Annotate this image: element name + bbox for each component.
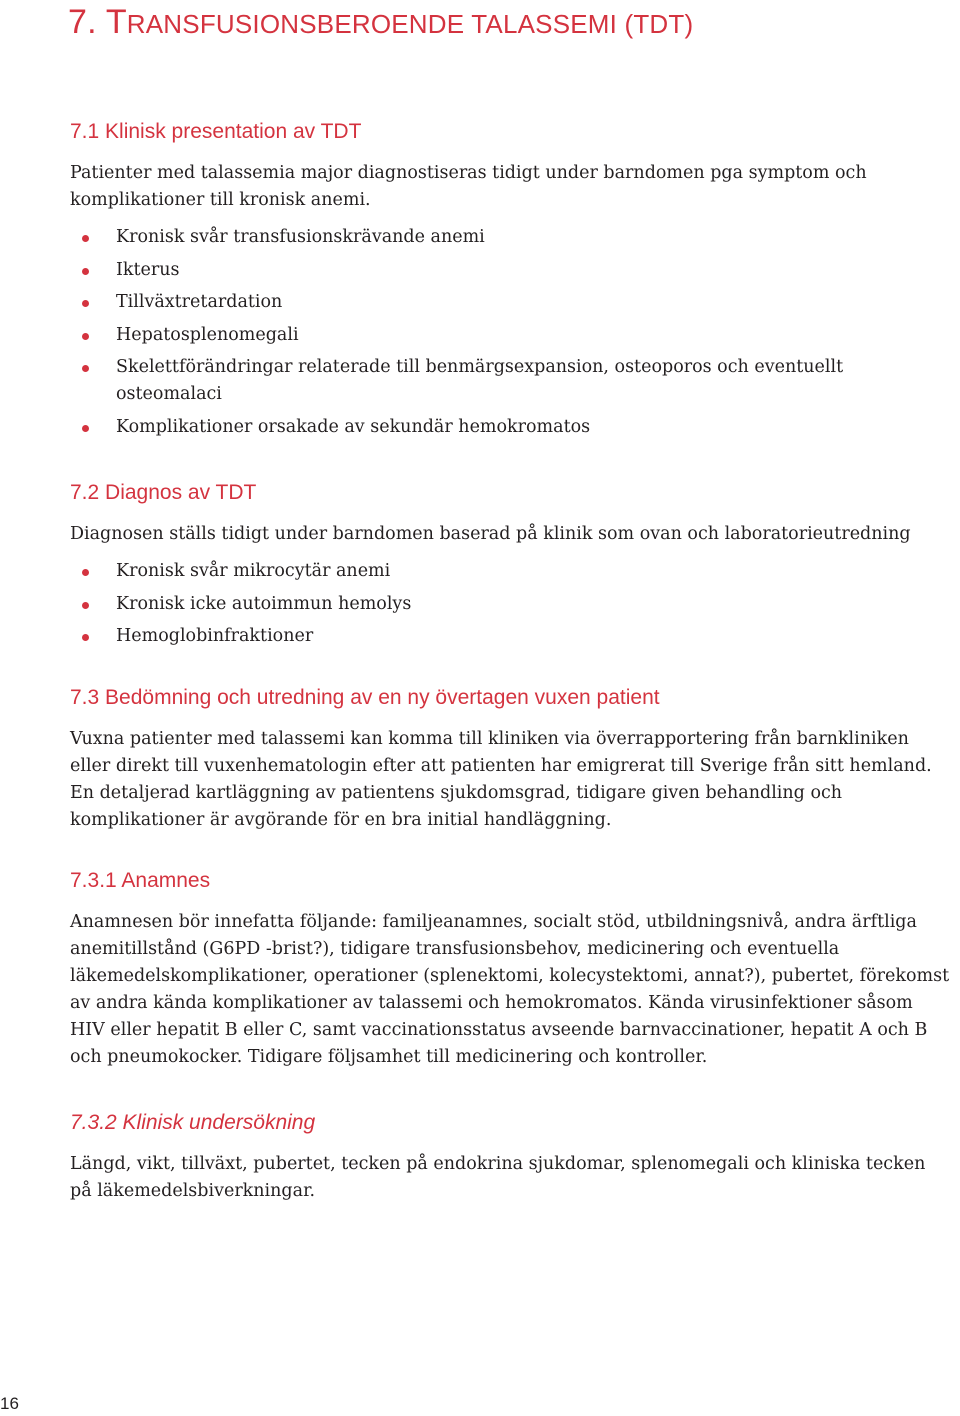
list-item (70, 224, 950, 251)
list-item-text: Hepatosplenomegali (116, 324, 299, 345)
section-7-1-intro: Patienter med talassemia major diagnostiseras tidigt under barndomen pga symptom och komplikationer till kronisk anemi. (70, 163, 867, 210)
symptom-list (70, 224, 950, 441)
section-heading-7-3-2: 7.3.2 Klinisk undersökning (70, 1110, 316, 1134)
section-7-3-2-body: Längd, vikt, tillväxt, pubertet, tecken på endokrina sjukdomar, splenomegali och kliniska tecken på läkemedelsbiverkningar. (70, 1153, 926, 1201)
chapter-title-text: RANSFUSIONSBEROENDE TALASSEMI (TDT) (126, 9, 694, 39)
bullet-dot-icon (82, 235, 89, 242)
list-item (70, 289, 950, 316)
list-item (70, 623, 950, 650)
list-item-text: Kronisk svår transfusionskrävande anemi (116, 227, 485, 247)
list-item (70, 354, 950, 408)
list-item-text: Hemoglobinfraktioner (116, 626, 314, 646)
list-item (70, 414, 950, 441)
section-heading-7-1: 7.1 Klinisk presentation av TDT (70, 120, 362, 143)
list-item-text: Kronisk icke autoimmun hemolys (116, 593, 412, 614)
list-item (70, 322, 950, 349)
list-item (70, 257, 950, 284)
list-item-text: Tillväxtretardation (116, 292, 283, 312)
chapter-number: 7. (68, 3, 97, 41)
bullet-dot-icon (82, 333, 89, 340)
chapter-title-initial: T (105, 3, 127, 41)
section-7-3-body: Vuxna patienter med talassemi kan komma till kliniken via överrapportering från barnkliniken eller direkt till vuxenhematologin efter att patienten har emigrerat till Sverige från sitt hemland. En detaljerad kartläggning av patientens sjukdomsgrad, tidigare given behandling och komplikationer är avgörande för en bra initial handläggning. (70, 728, 932, 830)
section-heading-7-3: 7.3 Bedömning och utredning av en ny övertagen vuxen patient (70, 685, 660, 709)
list-item (70, 558, 950, 585)
list-item (70, 591, 950, 618)
chapter-title (68, 0, 693, 46)
page-number: 16 (0, 1394, 19, 1413)
list-item-text: Ikterus (116, 259, 180, 280)
document-body (70, 118, 950, 1205)
bullet-dot-icon (82, 569, 89, 576)
bullet-dot-icon (82, 602, 89, 609)
bullet-dot-icon (82, 268, 89, 275)
section-heading-7-2: 7.2 Diagnos av TDT (70, 481, 257, 504)
diagnosis-list (70, 558, 950, 650)
list-item-text: Komplikationer orsakade av sekundär hemokromatos (116, 416, 591, 437)
bullet-dot-icon (82, 634, 89, 641)
bullet-dot-icon (82, 300, 89, 307)
bullet-dot-icon (82, 365, 89, 372)
list-item-text: Kronisk svår mikrocytär anemi (116, 561, 391, 581)
list-item-text: Skelettförändringar relaterade till benmärgsexpansion, osteoporos och eventuellt osteomalaci (116, 357, 844, 404)
section-heading-7-3-1: 7.3.1 Anamnes (70, 868, 211, 892)
bullet-dot-icon (82, 425, 89, 432)
section-7-3-1-body: Anamnesen bör innefatta följande: familjeanamnes, socialt stöd, utbildningsnivå, andra ärftliga anemitillstånd (G6PD -brist?), tidigare transfusionsbehov, medicinering och eventuella läkemedelskomplikationer, operationer (splenektomi, kolecystektomi, annat?), pubertet, förekomst av andra kända komplikationer av talassemi och hemokromatos. Kända virusinfektioner såsom HIV eller hepatit B eller C, samt vaccinationsstatus avseende barnvaccinationer, hepatit A och B och pneumokocker. Tidigare följsamhet till medicinering och kontroller. (70, 911, 950, 1067)
section-7-2-intro: Diagnosen ställs tidigt under barndomen baserad på klinik som ovan och laboratorieutredning (70, 524, 911, 544)
